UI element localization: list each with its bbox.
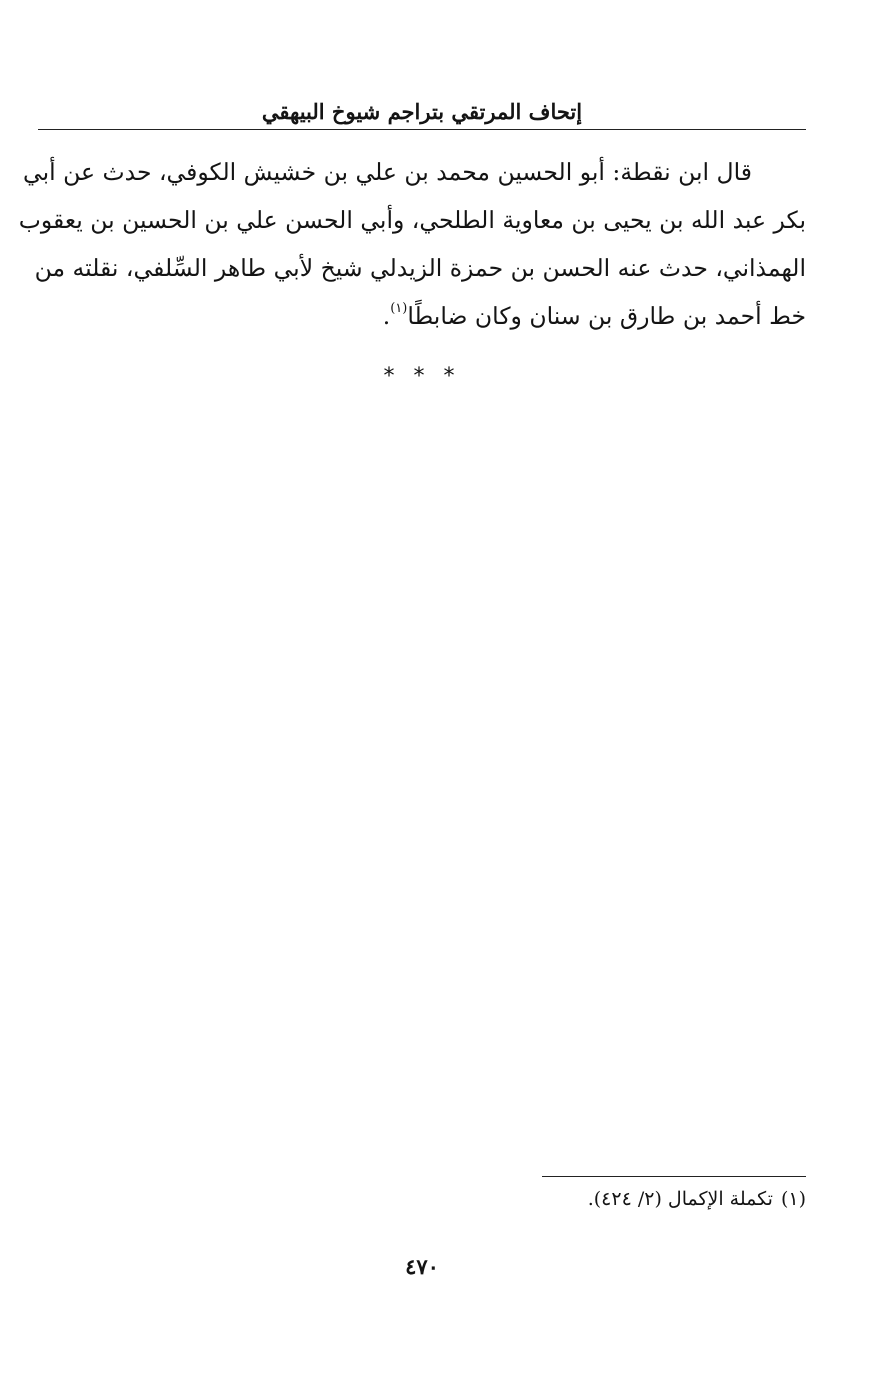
footnote xyxy=(38,1184,806,1214)
body-line-4 xyxy=(38,292,806,340)
running-header: إتحاف المرتقي بتراجم شيوخ البيهقي xyxy=(261,99,583,124)
section-separator: * * * xyxy=(383,364,461,389)
body-line-3: الهمذاني، حدث عنه الحسن بن حمزة الزيدلي شيخ لأبي طاهر السِّلفي، نقلته من xyxy=(34,254,806,282)
body-line-2: بكر عبد الله بن يحيى بن معاوية الطلحي، وأبي الحسن علي بن الحسين بن يعقوب xyxy=(18,206,806,234)
body-paragraph xyxy=(18,148,806,340)
footnote-text: تكملة الإكمال (٢/ ٤٢٤). xyxy=(587,1188,773,1210)
footnote-rule xyxy=(542,1176,806,1177)
page-number: ٤٧٠ xyxy=(405,1254,439,1279)
footnote-reference: (١) xyxy=(390,301,408,316)
body-line-4-text: خط أحمد بن طارق بن سنان وكان ضابطًا xyxy=(407,302,806,330)
header-rule xyxy=(38,129,806,130)
body-line-4-end: . xyxy=(382,302,391,330)
footnote-number: (١) xyxy=(780,1188,806,1210)
body-line-1: قال ابن نقطة: أبو الحسين محمد بن علي بن خشيش الكوفي، حدث عن أبي xyxy=(22,158,752,186)
